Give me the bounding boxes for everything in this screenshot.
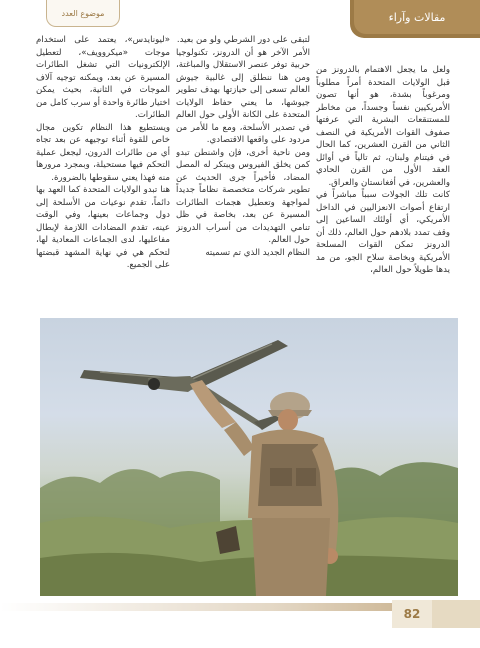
- footer-accent: [432, 600, 480, 628]
- cover-badge-label: موضوع العدد: [61, 8, 105, 18]
- paragraph: النظام الجديد الذي تم تسميته: [205, 247, 310, 258]
- paragraph: ومن ناحية أخرى، فإن واشنطن تبدو كمن يخلق الفيروس ويبتكر له المصل المضاد، فأخيراً جرى الحديث عن تطوير شركات متخصصة نظاماً جديداً لمواجهة وتعطيل هجمات الطائرات المسيرة عن بعد، بخاصة في ظل تنامي التهديدات من أسراب الدرونز حول العالم.: [176, 147, 310, 245]
- section-tab-inner: [354, 0, 480, 34]
- article-column-left: [36, 34, 170, 304]
- paragraph: «ليونايدس»، يعتمد على استخدام موجات «ميكروويف»، لتعطيل الإلكترونيات التي تشغل الطائرات المسيرة عن بعد، ويمكنه توجيه آلاف الموجات في الثانية، بحيث يمكن اختيار طائرة واحدة أو سرب كامل من الطائرات.: [36, 35, 170, 120]
- paragraph: لتبقى على دور الشرطي ولو من بعيد.: [176, 35, 310, 45]
- article-column-middle: [176, 34, 310, 304]
- footer-rule: [0, 603, 392, 611]
- section-tab: [350, 0, 480, 38]
- page-number: 82: [403, 607, 421, 621]
- section-label: مقالات وآراء: [388, 10, 446, 24]
- paragraph: كانت تلك الجولات سبباً مباشراً في ارتفاع أصوات الانعزاليين في الداخل الأمريكي، أي أولئك الساعين إلى وقف تمدد بلادهم حول العالم، ذلك أن الدرونز تمكن القوات المسلحة الأمريكية وبخاصة سلاح الجو، من مد يدها طويلاً حول العالم،: [316, 190, 450, 275]
- paragraph: ولعل ما يجعل الاهتمام بالدرونز من قبل الولايات المتحدة أمراً مطلوباً ومرغوباً بشدة، هو أنها تصون الأمريكيين نفساً وجسداً، من مخاطر للمستنقعات البشرية التي عرفتها صفوف القوات الأمريكية في النصف الثاني من القرن العشرين، كما الحال في فيتنام ولبنان، ثم تالياً في أوائل العقد الأول من القرن الحادي والعشرين، في أفغانستان والعراق.: [316, 65, 450, 188]
- article-photo: [40, 318, 458, 596]
- page-number-box: [392, 600, 432, 628]
- paragraph: الأمر الآخر هو أن الدرونز، تكنولوجيا حربية توفر عنصر الاستقلال والمباغتة، ومن هنا ننطلق إلى غالبية جيوش العالم تسعى إلى حيازتها بهدف تطوير جيوشها، ما يعني حفاظ الولايات المتحدة على الكانة الأولى حول العالم في تصدير الأسلحة، ومع ما للأمر من مردود على واقعها الاقتصادي.: [176, 47, 310, 145]
- soldier-launching-drone-illustration: [40, 318, 458, 596]
- cover-story-badge: [46, 0, 120, 27]
- paragraph: هنا تبدو الولايات المتحدة كما العهد بها دائماً، تقدم نوعيات من الأسلحة إلى دول وجماعات بعينها، وفي الوقت عينه، تقدم المضادات اللازمة لإبطال مفاعليها، لدى الجماعات المعادية لها، لتحكم هي في نهاية المشهد قبضتها على الجميع.: [36, 185, 170, 270]
- paragraph: ويستطيع هذا النظام تكوين مجال خاص للقوة أثناء توجيهه عن بعد تجاه أي من طائرات الدرون، ليجعل عملية التحكم فيها مستحيلة، وبمجرد مرورها منه فهذا يعني سقوطها بالضرورة.: [36, 122, 170, 183]
- article-column-right: [316, 64, 450, 304]
